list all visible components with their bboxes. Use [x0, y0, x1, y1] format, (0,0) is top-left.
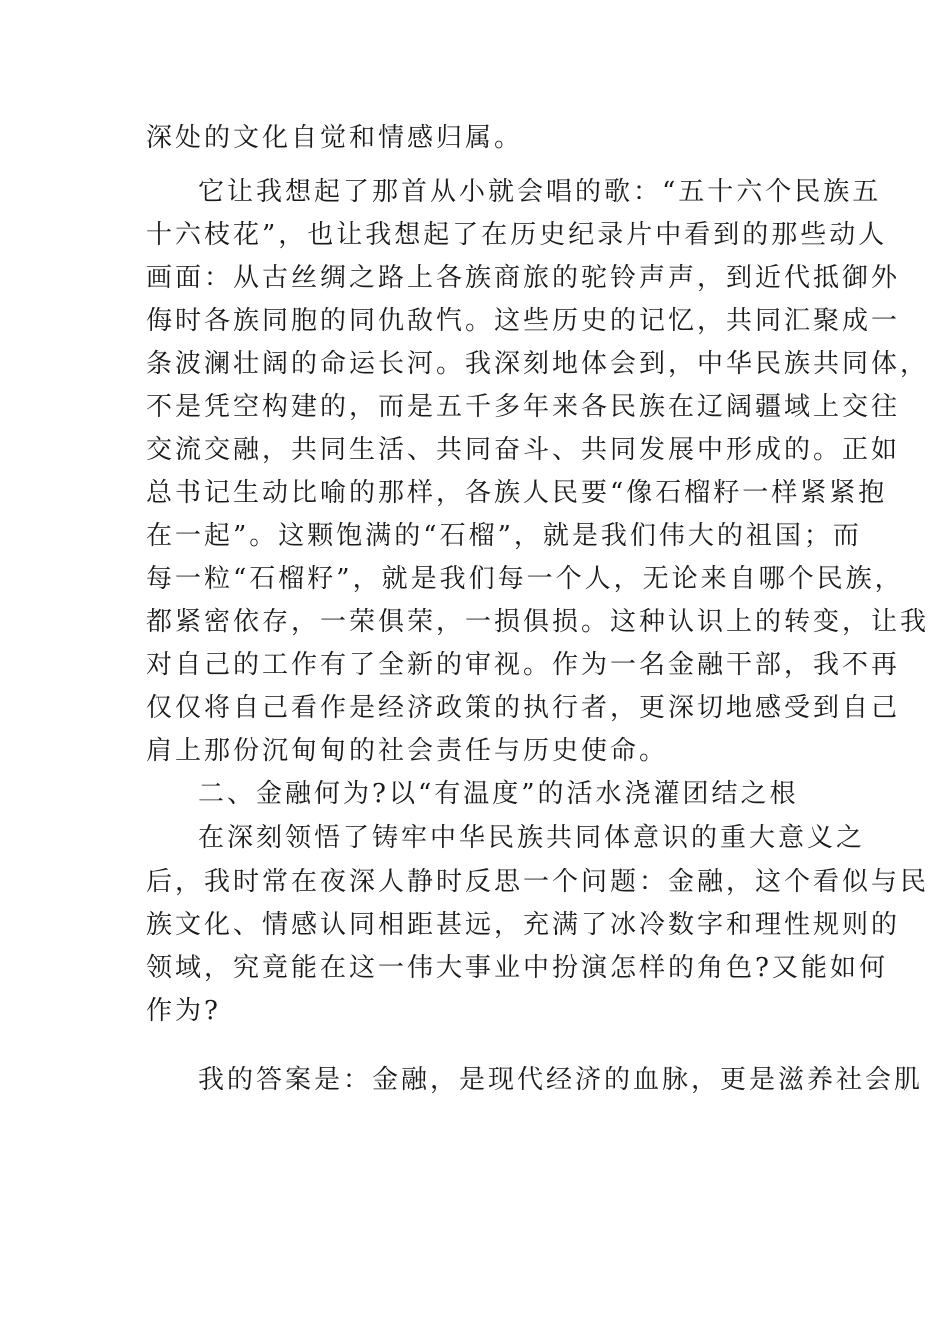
text-line-19: 族文化、情感认同相距甚远，充满了冰冷数字和理性规则的: [146, 910, 901, 940]
text-line-3: 十六枝花”，也让我想起了在历史纪录片中看到的那些动人: [146, 220, 888, 250]
section-heading: 二、金融何为?以“有温度”的活水浇灌团结之根: [198, 779, 799, 809]
text-line-6: 条波澜壮阔的命运长河。我深刻地体会到，中华民族共同体，: [146, 349, 930, 379]
text-line-22: 我的答案是：金融，是现代经济的血脉，更是滋养社会肌: [198, 1065, 924, 1095]
text-line-2: 它让我想起了那首从小就会唱的歌：“五十六个民族五: [198, 177, 882, 207]
text-line-10: 在一起”。这颗饱满的“石榴”，就是我们伟大的祖国；而: [146, 521, 862, 551]
text-line-17: 在深刻领悟了铸牢中华民族共同体意识的重大意义之: [198, 823, 866, 853]
text-line-21: 作为?: [146, 996, 221, 1026]
text-line-12: 都紧密依存，一荣俱荣，一损俱损。这种认识上的转变，让我: [146, 607, 930, 637]
text-line-1: 深处的文化自觉和情感归属。: [146, 123, 524, 153]
text-line-9: 总书记生动比喻的那样，各族人民要“像石榴籽一样紧紧抱: [146, 478, 888, 508]
text-line-18: 后，我时常在夜深人静时反思一个问题：金融，这个看似与民: [146, 867, 930, 897]
text-line-20: 领域，究竟能在这一伟大事业中扮演怎样的角色?又能如何: [146, 953, 888, 983]
text-line-15: 肩上那份沉甸甸的社会责任与历史使命。: [146, 736, 669, 766]
text-line-4: 画面：从古丝绸之路上各族商旅的驼铃声声，到近代抵御外: [146, 263, 901, 293]
text-line-13: 对自己的工作有了全新的审视。作为一名金融干部，我不再: [146, 650, 901, 680]
text-line-8: 交流交融，共同生活、共同奋斗、共同发展中形成的。正如: [146, 435, 901, 465]
text-line-5: 侮时各族同胞的同仇敌忾。这些历史的记忆，共同汇聚成一: [146, 306, 901, 336]
text-line-7: 不是凭空构建的，而是五千多年来各民族在辽阔疆域上交往: [146, 392, 901, 422]
text-line-14: 仅仅将自己看作是经济政策的执行者，更深切地感受到自己: [146, 693, 901, 723]
text-line-11: 每一粒“石榴籽”，就是我们每一个人，无论来自哪个民族，: [146, 564, 904, 594]
